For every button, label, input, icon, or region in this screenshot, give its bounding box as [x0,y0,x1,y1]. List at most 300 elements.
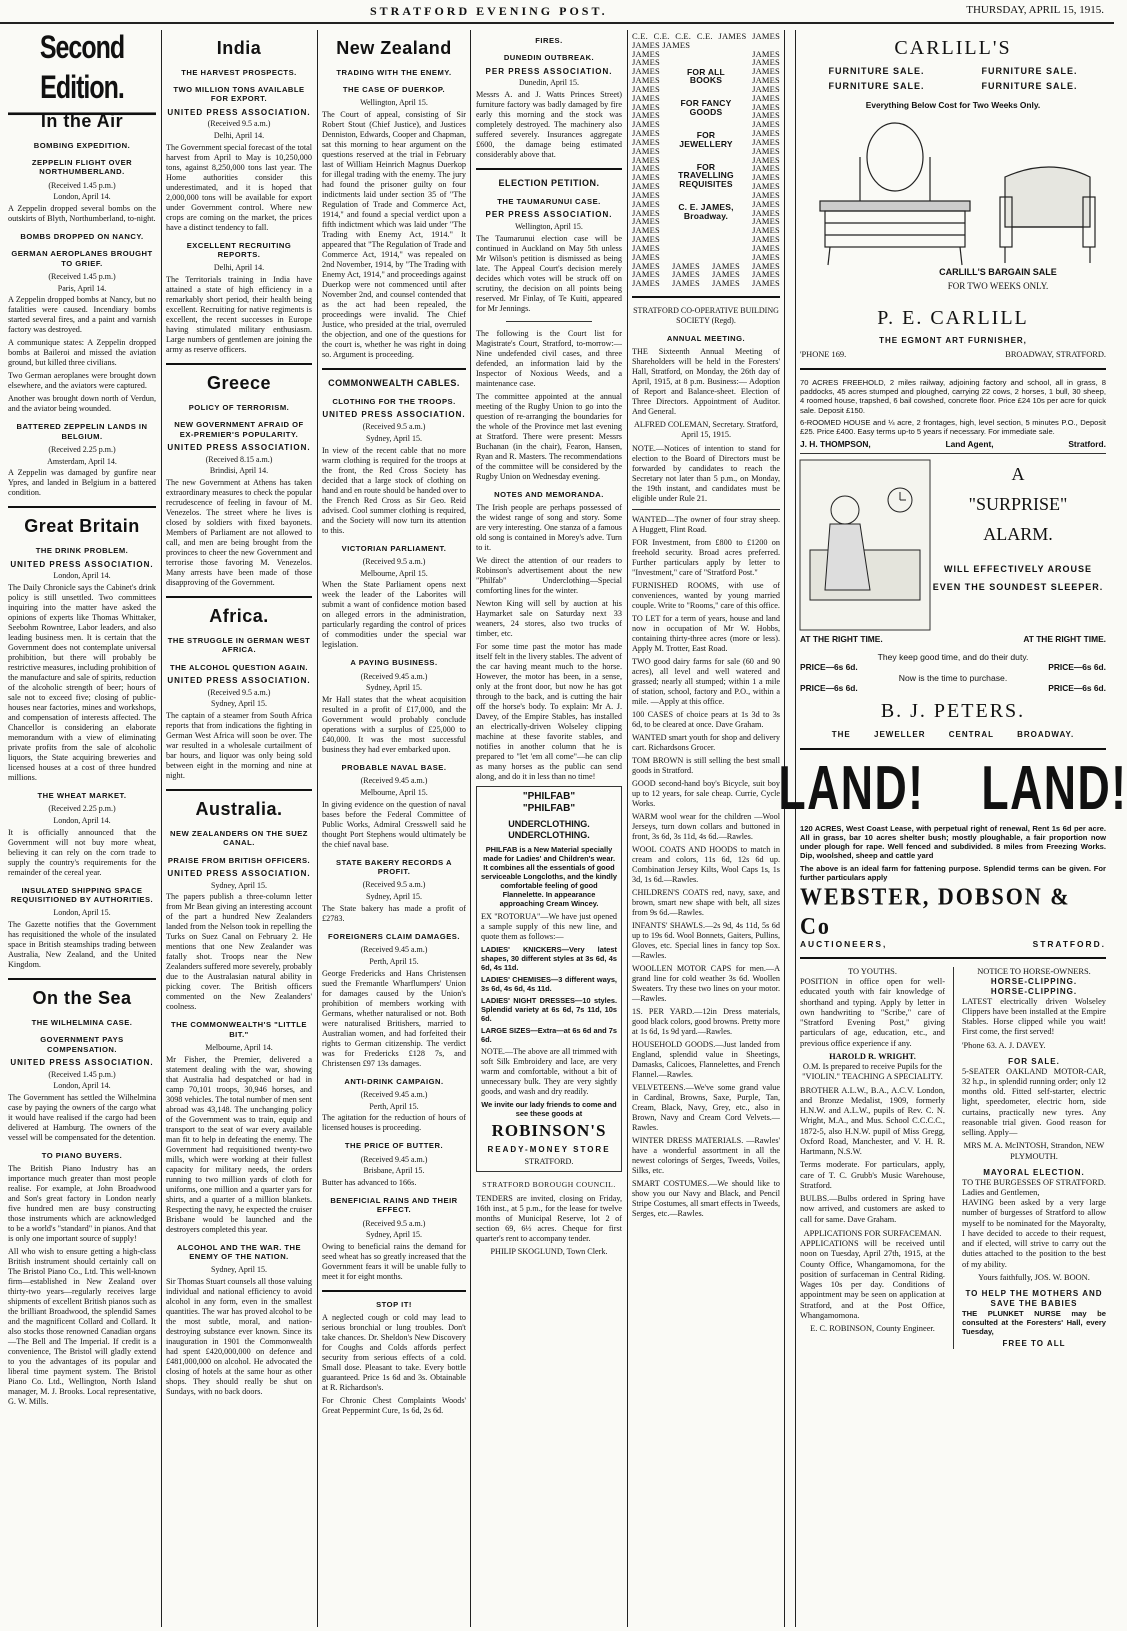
received-line: (Received 9.5 a.m.) [362,880,426,890]
classified-ad: BROTHER A.L.W., B.A., A.C.V. London, and Bronze Medalist, 1909, formerly H.N.W. and A.L.W., pupils of Rev. C. N. Wright, M.A., and Mus. School C.C.C.C., 1872-5, also H.N.W. pupil of Miss Gregg, Oxford Road, Manchester, and V. H. R. Hartmann, N.S.W. [800,1085,945,1157]
price-row [800,683,1106,693]
james-word: JAMES [752,181,780,192]
received-line: (Received 2.25 p.m.) [48,804,116,814]
ad-text: THE EGMONT ART FURNISHER, [879,335,1027,345]
james-word: JAMES [632,189,660,200]
price-label: PRICE—6s 6d. [1048,662,1106,673]
article-text: The Court of appeal, consisting of Sir Robert Stout (Chief Justice), and Justices Denniston, Edwards, Cooper and Chapman, sat this morning to hear argument on the questions reserved at the trial in February last of William Heinrich Magnus Duerkop for illegal trading with the enemy. The jury had found the prisoner guilty on four indictments laid under section 35 of "The Regulation of Trade and Commerce Act, 1914," and found a special verdict upon a fifth indictment which was laid under "The Trading with Enemy Act, 1914." It appeared that "The Regulation of Trade and Commerce Act, 1914," was repealed on 2nd November, 1914, by "The Trading with Enemy Act, 1914," and proceedings against Duerkop were not commenced until after November 2nd, and counsel contended that as the act had been repealed, the proceedings were invalid. The Chief Justice, who presided at the trial, overruled the objection, and one of the questions for the court is, whether he was right in doing so. Argument is proceeding. [322,110,466,360]
dateline: Perth, April 15. [369,1101,419,1111]
james-word: JAMES [752,242,780,253]
james-word: JAMES [632,234,660,245]
dateline: Sydney, April 15. [211,880,267,890]
james-word: JAMES [672,278,700,289]
article-text: In view of the recent cable that no more warm clothing is required for the troops at the front, the Red Cross Society has decided that a large stock of clothing on hand and en route should be handed over to the French Red Cross as Sir Geo. Reid advised. Cool summer clothing is required, and the Society will now turn its attention to this. [322,445,466,535]
land-ad-text: The above is an ideal farm for fattening purpose. Splendid terms can be given. For further particulars apply [800,863,1106,882]
james-word: JAMES [752,75,780,86]
james-word: JAMES [752,234,780,245]
dateline: Wellington, April 15. [515,221,583,231]
article-text: We direct the attention of our readers to Robinson's advertisement about the new "Philfab" Underclothing—Special comforting lines for the winter. [476,555,622,595]
ad-text: AT THE RIGHT TIME. [800,633,883,644]
classified-ad: 5-SEATER OAKLAND MOTOR-CAR, 32 h.p., in splendid running order; only 12 months old. Fitted self-starter, electric light, speedometer, electric horn, side curtains, practically new tyres. Any reasonable trial given. Good reason for selling. Apply— [961,1066,1106,1138]
column-2 [166,32,312,1627]
classified-ad: INFANTS' SHAWLS.—2s 9d, 4s 11d, 5s 6d up to 19s 6d. Wool Bonnets, Gaiters, Pullins, Gloves, etc. Special lines in fancy top Sox.—Rawles. [632,920,780,960]
article-text: A Zeppelin dropped several bombs on the outskirts of Blyth, Northumberland, to-night. [8,204,156,224]
james-item: FOR ALL BOOKS [687,66,725,86]
dateline: Perth, April 15. [369,956,419,966]
dateline: Sydney, April 15. [366,683,422,693]
james-word: JAMES [632,207,660,218]
article-text: A communique states: A Zeppelin dropped bombs at Baileroi and missed the aviation ground, but killed three civilians. [8,338,156,368]
headline: THE PRICE OF BUTTER. [344,1141,444,1151]
article-text: Mr Fisher, the Premier, delivered a statement dealing with the war, showing that Australia had despatched or had in camp 70,101 troops, 30,946 horses, and 3098 vehicles. The total number of men sent abroad was 43,148. The unchanging policy of the Government was to train, equip and transport to the seat of war every available man fit to help in defeating the enemy. The Government had requisitioned twenty-two mills, which were working at their fullest capacity for military needs, the orders running to two million yards of cloth for uniforms, one million and a quarter yars for shirts, and a quarter of a million blankets. Respecting the navy, he expected the cruiser Brisbane would be launched and the destroyers completed this year. [166,1054,312,1234]
agency-line: UNITED PRESS ASSOCIATION. [10,1057,154,1067]
james-word: JAMES [632,66,660,77]
article-text: Two German aeroplanes were brought down elsewhere, and the aviators were captured. [8,371,156,391]
article-text: The Daily Chronicle says the Cabinet's drink policy is still unsettled. Two committees inquiring into the matter have asked the opinions of experts like Thomas Whittaker, Seebohm Rowntree, Labor leaders, and also leading business men. It is certain that the Government does not contemplate universal prohibition, but there will probably be restrictive measures, including prohibition of the manufacture and sale of spirits, reduction of the alcoholic strength of beer; hours of sale not to exceed five; closing of public-houses near factories, mines and workshops, and compensation of interests affected. The Chancellor is considering an elaborate memorandum with a view of eliminating private profits from the sale of alcoholic liquors, the State acquiring breweries and licensed houses at a cost of three hundred millions. [8,583,156,783]
section-divider [166,789,312,791]
classified-ad: VELVETEENS.—We've some grand value in Cardinal, Browns, Saxe, Purple, Tan, Cream, Black, Navy, Grey, etc., also in Brown, Navy and Cream Cord Velvets.—Rawles. [632,1082,780,1132]
received-line: (Received 9.45 a.m.) [360,1154,428,1164]
james-word: JAMES [632,172,660,183]
james-word: JAMES [632,92,660,103]
james-word: JAMES [752,57,780,68]
headline: BOMBING EXPEDITION. [33,140,131,150]
alarm-text [930,460,1106,630]
webster-dobson-name: WEBSTER, DOBSON & Co [800,882,1071,940]
received-line: (Received 1.45 p.m.) [48,180,116,190]
article-text: All who wish to ensure getting a high-class British instrument should certainly call on The Bristol Piano Co., Ltd. This well-known firm—established in New Zealand over thirty-two years—regularly receives large shipments of excellent British pianos such as the brilliant Broadwood, the splendid Sames and the magnificent Collard and Collard. It also stocks those renowned Canadian organs—The Bell and The Imperial. If credit is a convenience, The Bristol will gladly extend to you the advantages of its popular and liberal time payment system. The Bristol Piano Co. Ltd., Wellington, North Island manager, M. J. Brooks. Local representative, G. W. Mills. [8,1247,156,1407]
headline: VICTORIAN PARLIAMENT. [341,543,447,553]
received-line: (Received 9.45 a.m.) [360,671,428,681]
column-4 [476,32,622,1627]
james-word: JAMES [752,172,780,183]
headline: TWO MILLION TONS AVAILABLE FOR EXPORT. [173,85,305,104]
ad-text: A [1011,463,1025,484]
james-word: JAMES [632,260,660,271]
section-divider [476,168,622,170]
ad-text: LARGE SIZES—Extra—at 6s 6d and 7s 6d. [481,1025,617,1044]
notice-text: THE Sixteenth Annual Meeting of Shareholders will be held in the Foresters' Hall, Stratford, on Monday, the 26th day of April, 1915, at 8 p.m. Business:— Adoption of Report and Balance-sheet. Election of Three Directors. Appointment of Auditor. And General. [632,346,780,416]
james-word: JAMES [632,136,660,147]
ad-text: FURNITURE SALE. [828,66,925,77]
james-word: JAMES [752,163,780,174]
james-word: JAMES [632,57,660,68]
classified-ad: Terms moderate. For particulars, apply, care of T. C. Grubb's Music Warehouse, Stratford. [800,1160,945,1190]
dateline: Sydney, April 15. [211,1265,267,1275]
classified-ad: 1S. PER YARD.—12in Dress materials, good black colors, good browns. Pretty more at 1s 6d, 1s 9d yard.—Rawles. [632,1006,780,1036]
ad-heading: UNDERCLOTHING. [508,819,590,830]
section-divider [322,368,466,370]
james-word: JAMES [752,198,780,209]
dateline: London, April 14. [53,816,111,826]
salutation: Ladies and Gentlemen, [961,1187,1040,1197]
ad-text: NOTE.—The above are all trimmed with soft Silk Embroidery and lace, are very warm and comfortable, without a bit of unnecessary bulk. They are very sightly goods, and wash and dry readily. [481,1046,617,1096]
classified-ad: TO LET for a term of years, house and land now in occupation of Mr W. Hobbs, containing thirty-three acres (more or less). Apply M. Trotter, East Road. [632,613,780,653]
address: BROADWAY, STRATFORD. [1005,349,1106,359]
james-word: JAMES [712,269,740,280]
agent-town: Stratford. [1068,439,1106,450]
peters-name: B. J. PETERS. [880,700,1026,723]
dateline: Brindisi, April 14. [209,466,269,476]
furniture-sale-row [800,66,1106,77]
received-line: (Received 1.45 p.m.) [48,271,116,281]
james-word: JAMES [752,136,780,147]
headline: INSULATED SHIPPING SPACE REQUISITIONED BY AUTHORITIES. [10,885,154,905]
column-rule [795,30,796,1627]
ad-heading: NOTICE TO HORSE-OWNERS. [977,966,1091,976]
classified-ad: SMART COSTUMES.—We should like to show you our Navy and Black, and Pencil Stripe Costumes, all smart effects in Tweeds, Serges, etc.—Rawles. [632,1178,780,1218]
ad-text: PHILFAB is a New Material specially made for Ladies' and Children's wear. It combines all the essentials of good serviceable Longcloths, and the kindly comfortable feeling of good Flannelette. In appearance approaching Cream Wincey. [481,845,617,909]
headline: THE ALCOHOL QUESTION AGAIN. [169,662,309,672]
dateline: London, April 14. [53,571,111,581]
headline: NEW ZEALANDERS ON THE SUEZ CANAL. [170,829,308,848]
ad-subheading: HORSE-CLIPPING. [990,977,1078,987]
dateline: Amsterdam, April 14. [47,456,117,466]
furniture-illustration [800,117,1106,267]
headline: BATTERED ZEPPELIN LANDS IN BELGIUM. [16,422,148,441]
james-word: JAMES [752,66,780,77]
column-rule [784,30,785,1627]
headline: COMMONWEALTH CABLES. [328,378,460,389]
rule-divider [506,321,592,322]
armchair-icon [1005,167,1090,227]
bedroom-illustration [800,460,930,630]
headline: NEW GOVERNMENT AFRAID OF EX-PREMIER'S POPULARITY. [174,420,304,439]
headline: THE WILHELMINA CASE. [31,1018,133,1028]
dateline: Melbourne, April 15. [360,788,428,798]
article-text: For some time past the motor has made itself felt in the livery stables. The advent of the car having meant much to the horse. However, the motor has been, in a sense, only at the front door, but now he has got through to the back, and is cutting the hair off the horse's body. To explain: Mr A. J. Davey, of the Empire Stables, has installed an electrically-driven Wolseley clipping machine at these favorite stables, and notifies in another column that he is prepared to "let 'em all come"—he can clip as many horses as the public can send along, and do it in less than no time! [476,641,622,781]
headline: BENEFICIAL RAINS AND THEIR EFFECT. [330,1196,458,1215]
land-ad-text: 6-ROOMED HOUSE and ¼ acre, 2 frontages, high, level section, 5 minutes P.O., Deposit £25. Price £400. Easy terms up-to 5 years if necessary. For immediate sale. [800,417,1106,437]
headline: THE COMMONWEALTH'S "LITTLE BIT." [171,1020,307,1039]
masthead [0,0,1114,22]
classified-ad: BULBS.—Bulbs ordered in Spring have now arrived, and customers are asked to call for same. Dave Graham. [800,1194,945,1224]
agent-row [800,439,1106,453]
price-label: PRICE—6s 6d. [800,683,858,694]
james-word: JAMES [632,242,660,253]
headline: THE TAUMARUNUI CASE. [497,196,601,206]
received-line: (Received 9.45 a.m.) [360,945,428,955]
james-word: JAMES [752,260,780,271]
james-word: JAMES [632,198,660,209]
ad-text: FURNITURE SALE. [981,81,1078,92]
furniture-sale-row [800,81,1106,92]
received-line: (Received 9.5 a.m.) [362,556,426,566]
james-word: JAMES [632,83,660,94]
james-word: JAMES [632,101,660,112]
masthead-rule [0,22,1114,24]
article-text: A neglected cough or cold may lead to serious bronchial or lung troubles. Don't take chances. Dr. Sheldon's New Discovery for Coughs and Colds affords perfect security from serious effects of a cold. Small dose. Pleasant to take. Every bottle guaranteed. Price 1s 6d and 3s. Obtainable at R. Richardson's. [322,1313,466,1393]
received-line: (Received 1.45 p.m.) [48,1069,116,1079]
headline: A PAYING BUSINESS. [350,658,438,668]
section-greece: Greece [206,373,272,394]
classified-ad: WOOL COATS AND HOODS to match in cream and colors, 11s 6d, 12s 6d up. Combination Jersey Kilts, Wool Caps 1s, 1s 3d, 1s 6d.—Rawles. [632,844,780,884]
teacher-name: HAROLD R. WRIGHT. [829,1051,916,1061]
ad-subheading: HORSE-CLIPPING. [990,986,1078,996]
james-word: JAMES [632,216,660,227]
column-rule [317,30,318,1627]
agency-line: UNITED PRESS ASSOCIATION. [167,442,311,452]
section-india: India [216,38,262,58]
price-row [800,662,1106,672]
james-word: JAMES [632,154,660,165]
ad-subheading: TO THE BURGESSES OF STRATFORD. [962,1177,1106,1187]
land-ad-text: 120 ACRES, West Coast Lease, with perpetual right of renewal, Rent 1s 6d per acre. All in grass, bar 10 acres shelter bush; mostly ploughable, a fair proportion now under plough for rape. Well fenced and subdivided. 8 miles from Freezing Works. Dip, woolshed, sheep and cattle yard [800,823,1106,861]
dateline: Sydney, April 15. [366,433,422,443]
classified-ad: O.M. Is prepared to receive Pupils for the "VIOLIN." TEACHING A SPECIALITY. [802,1062,943,1082]
ad-text: Now is the time to purchase. [898,672,1008,683]
classified-ad: FURNISHED ROOMS, with use of conveniences, wanted by young married couple. Write to "Rooms," care of this office. [632,580,780,610]
ad-text: FOR TWO WEEKS ONLY. [947,280,1049,291]
ad-text: LADIES' KNICKERS—Very latest shapes, 30 different styles at 3s 6d, 4s 6d, 4s 11d. [481,944,617,972]
mirror-icon [867,123,923,191]
classified-ad: TWO good dairy farms for sale (60 and 90 acres), all level and well watered and grassed; nearly all stumped; within 1 a mile of station, school, factory and P.O., within a mile. —Apply at this office. [632,656,780,706]
dateline: Wellington, April 15. [360,98,428,108]
ad-text: AT THE RIGHT TIME. [1023,633,1106,644]
james-word: JAMES [632,225,660,236]
ad-heading: MAYORAL ELECTION. [983,1167,1085,1177]
article-text: Sir Thomas Stuart counsels all those valuing individual and national efficiency to avoid alcohol in any form, even in the smallest quantities. The war has proved alcohol to be the most subtle, moral, and nation-destroying substance ever known. Since its inauguration in 1901 the Commonwealth had spent £420,000,000 on defence and £481,000,000 on alcohol. He advocated the closing of hotels at the same hour as other shops. They should really be shut on Sundays, with no back doors. [166,1276,312,1396]
ad-text: AUCTIONEERS, [800,938,888,949]
ad-heading: "PHILFAB" [522,790,576,802]
headline: THE DRINK PROBLEM. [35,546,129,556]
james-word: JAMES [632,251,660,262]
article-text: Owing to beneficial rains the demand for seed wheat has so greatly increased that the Government fears it will be unable fully to meet it for eight months. [322,1242,466,1282]
section-divider [166,363,312,365]
rule-divider [632,509,780,510]
headline: CLOTHING FOR THE TROOPS. [332,397,456,407]
classified-ad: 100 CASES of choice pears at 1s 3d to 3s 6d, to be cleared at once. Dave Graham. [632,709,780,729]
section-divider [8,978,156,980]
section-in-the-air: In the Air [40,111,124,131]
james-word: JAMES [752,225,780,236]
james-word: JAMES [752,128,780,139]
article-text: For Chronic Chest Complaints Woods' Great Peppermint Cure, 1s 6d, 2s 6d. [322,1396,466,1416]
column-5 [632,32,780,1627]
headline: TRADING WITH THE ENEMY. [336,67,452,77]
article-text: The Irish people are perhaps possessed of the widest range of song and story. Some are very interesting. One stanza of a famous old song is contained in Morey's adve. Turn to it. [476,502,622,552]
article-text: When the State Parliament opens next week the leader of the Laborites will submit a want of confidence motion based on alleged errors in the administration, particularly regarding the control of prices of commodities under the special war legislation. [322,580,466,650]
james-word: JAMES [752,189,780,200]
headline: ZEPPELIN FLIGHT OVER NORTHUMBERLAND. [31,158,133,177]
agent-title: Land Agent, [945,439,994,450]
classified-ad: POSITION in office open for well-educated youth with fair knowledge of shorthand and typing. Apply by letter in own handwriting to "Scribe," care of "Stratford Evening Post," giving particulars of age, education, etc., and previous office experience if any. [800,977,945,1048]
received-line: (Received 9.45 a.m.) [360,776,428,786]
received-line: (Received 9.5 a.m.) [207,119,271,129]
dateline: Brisbane, April 15. [363,1166,425,1176]
carlills-title: CARLILL'S [894,37,1012,59]
headline: PROBABLE NAVAL BASE. [341,763,447,773]
column-rule [470,30,471,1627]
article-text: Messrs A. and J. Watts Princes Street) furniture factory was badly damaged by fire early this morning and the stock was completely destroyed. The machinery also suffered severely. Insurances aggregate £600, the damage being estimated considerably above that. [476,90,622,159]
james-right-column [740,50,780,262]
james-row [632,279,780,288]
ad-heading: FREE TO ALL [1002,1339,1066,1349]
column-1 [8,29,157,1627]
james-word: JAMES [632,119,660,130]
headline: STATE BAKERY RECORDS A PROFIT. [336,857,452,877]
headline: THE CASE OF DUERKOP. [342,85,446,95]
column-rule [161,30,162,1627]
column-3 [322,32,466,1627]
james-word: JAMES [752,110,780,121]
section-divider [800,368,1106,370]
notice-text: NOTE.—Notices of intention to stand for election to the Board of Directors must be forwarded by candidates to reach the Secretary not later than 5 p.m., on Monday, the 19th instant, and candidates must be eligible under Rule 21. [632,443,780,503]
ad-text: FURNITURE SALE. [981,66,1078,77]
agency-line: UNITED PRESS ASSOCIATION. [167,107,311,117]
article-text: Newton King will sell by auction at his Haymarket sale on Saturday next 33 weaners, 24 stores, also two trucks of timber, etc. [476,598,622,638]
ad-subheading: READY-MONEY STORE [487,1144,611,1154]
james-footer [632,262,780,288]
classified-ad: LATEST electrically driven Wolseley Clippers have been installed at the Empire Stables. Horse clipped while you wait! First come, the first served! [961,996,1106,1037]
section-divider [800,748,1106,750]
dateline: Sydney, April 15. [211,699,267,709]
james-word: JAMES [752,145,780,156]
article-text: The Taumarunui election case will be continued in Auckland on May 5th unless Mr Wilson's petition is dismissed as being late. The Appeal Court's decision merely decides which votes will be struck off on scrutiny, the decision on all points being reserved. Mr Finlay, of Te Kuiti, appeared for Mr Jennings. [476,233,622,313]
james-item: FOR TRAVELLING REQUISITES [678,161,734,190]
headline: PRAISE FROM BRITISH OFFICERS. [167,855,311,865]
dateline: London, April 14. [53,192,111,202]
ad-text: EX "ROTORUA"—We have just opened a sample supply of this new line, and quote them as follows:— [481,911,617,941]
james-word: JAMES [752,83,780,94]
ad-text: THE JEWELLER CENTRAL BROADWAY. [831,729,1075,739]
headline: GOVERNMENT PAYS COMPENSATION. [40,1035,124,1054]
signature: 'Phone 63. A. J. DAVEY. [961,1040,1046,1050]
ad-text: CARLILL'S BARGAIN SALE [939,266,1057,277]
dateline: Dunedin, April 15. [519,78,579,88]
newspaper-name: STRATFORD EVENING POST. [370,4,608,18]
section-on-the-sea: On the Sea [32,988,132,1009]
signature: ALFRED COLEMAN, Secretary. Stratford, April 15, 1915. [633,419,779,439]
section-great-britain: Great Britain [24,516,140,537]
classified-ad: HAVING been asked by a very large number of burgesses of Stratford to allow myself to be nominated for the Mayoralty, I have decided to accede to their request, and if elected, will strive to carry out the duties attached to the position to the best of my ability. [961,1198,1106,1269]
agent-name: J. H. THOMPSON, [800,439,871,450]
james-word: JAMES [632,181,660,192]
article-text: The captain of a steamer from South Africa reports that from indications the fighting in German West Africa will soon be over. The war resulted in a wholesale curtailment of bar hours, and liquor was only being sold between eight in the morning and nine at night. [166,711,312,781]
section-divider [166,596,312,598]
headline: GERMAN AEROPLANES BROUGHT TO GRIEF. [11,249,153,268]
headline: FOREIGNERS CLAIM DAMAGES. [328,931,460,941]
ad-heading: "SURPRISE" [968,493,1068,514]
section-divider [800,957,1106,959]
dateline: Sydney, April 15. [366,1230,422,1240]
received-line: (Received 8.15 a.m.) [205,454,273,464]
james-word: JAMES [752,92,780,103]
article-text: The Gazette notifies that the Government has requisitioned the whole of the insulated space in British steamships trading between Australia, New Zealand, and the United Kingdom. [8,920,156,970]
bottom-right-ads [962,967,1106,1349]
james-word: JAMES [752,154,780,165]
ad-text: STRATFORD. [1032,938,1106,949]
agency-line: UNITED PRESS ASSOCIATION. [322,410,466,420]
agency-line: PER PRESS ASSOCIATION. [485,210,613,220]
bottom-ads [800,967,1106,1349]
received-line: (Received 2.25 p.m.) [48,444,116,454]
james-word: JAMES [752,119,780,130]
james-word: JAMES [632,269,660,280]
dateline: Delhi, April 14. [213,131,265,141]
article-text: In giving evidence on the question of naval bases before the Federal Committee of Public Works, Admiral Cresswell said he thought Port Stephens would ultimately be the chief naval base. [322,799,466,849]
signature: Yours faithfully, JOS. W. BOON. [978,1272,1090,1282]
ad-heading: STRATFORD CO-OPERATIVE BUILDING SOCIETY (Regd). [633,306,779,325]
headline: NOTES AND MEMORANDA. [494,489,604,499]
article-text: A Zeppelin dropped bombs at Nancy, but no fatalities were caused. Incendiary bombs started several fires, and a paint and varnish factory was destroyed. [8,295,156,335]
james-word: JAMES [632,278,660,289]
james-centre [672,50,740,262]
classified-ad: GOOD second-hand boy's Bicycle, suit boy up to 12 years, for sale cheap. Currie, Cycle Works. [632,778,780,808]
james-word: JAMES [712,260,740,271]
article-text: George Fredericks and Hans Christensen sued the Fremantle Wharflumpers' Union for damages caused by the Union's prohibition of members working with Germans, whether naturalised or not. Both were naturalised Britishers, married to Australian women, and had forfeited their rights to German citizenship. The verdict was for Fredericks £128 7s, and Christensen £97 13s damages. [322,968,466,1068]
ad-heading: FOR SALE. [1008,1056,1060,1066]
ad-heading: TO HELP THE MOTHERS AND SAVE THE BABIES [965,1289,1103,1308]
contact-row [800,350,1106,360]
headline: ANTI-DRINK CAMPAIGN. [344,1076,444,1086]
james-word: JAMES [752,216,780,227]
ad-text: Everything Below Cost for Two Weeks Only. [865,100,1041,111]
headline: STOP IT! [376,1300,412,1310]
classified-ad: APPLICATIONS will be received until noon on Tuesday, April 27th, 1915, at the County Office, Whangamomona, for the position of surfaceman in Central Riding. Wages 10s per day. Conditions of appointment may be seen on application at Stratford, and at the Post Office, Whangamomona. [800,1239,945,1320]
james-word: JAMES [632,128,660,139]
article-text: The Government special forecast of the total harvest from April to May is 10,250,000 tons, against 8,250,000 tons last year. The Home authorities consider this underestimated, and it is hoped that 2,000,000 tons will be available for export under Government control. Where new crops are coming on the market, the prices have a distinct tendency to fall. [166,142,312,232]
section-africa: Africa. [209,606,269,627]
dateline: Delhi, April 14. [213,263,265,273]
column-6 [778,32,1127,1627]
james-word: JAMES [712,278,740,289]
headline: ALCOHOL AND THE WAR. THE ENEMY OF THE NATION. [176,1242,302,1261]
section-new-zealand: New Zealand [336,38,452,58]
ad-heading: ALARM. [983,523,1053,544]
headline: EXCELLENT RECRUITING REPORTS. [186,240,292,260]
article-text: The British Piano Industry has an importance much greater than most people realise. For example, at John Broadwood and Son's great factory in London nearly five hundred men are busy constructing those instruments which are acknowledged to be a world's "standard" in pianos. And that is only one important source of supply! [8,1164,157,1244]
article-text: The agitation for the reduction of hours of licensed houses is proceeding. [322,1113,466,1133]
ad-heading: APPLICATIONS FOR SURFACEMAN. [803,1228,942,1238]
classified-ad: CHILDREN'S COATS red, navy, saxe, and brown, smart new shape with belt, all sizes from 9s 6d.—Rawles. [632,887,780,917]
agency-line: UNITED PRESS ASSOCIATION. [167,868,311,878]
phone-number: 'PHONE 169. [800,349,847,359]
classified-ad: WOOLLEN MOTOR CAPS for men.—A grand line for cold weather 3s 6d. Woollen Sweaters. Try these two lines on your motor.—Rawles. [632,963,780,1003]
ad-heading: UNDERCLOTHING. [508,830,590,841]
james-word: JAMES [752,101,780,112]
headline: TO PIANO BUYERS. [41,1151,123,1161]
headline: STRATFORD BOROUGH COUNCIL. [482,1180,616,1190]
philfab-advertisement [476,786,622,1172]
article-text: The papers publish a three-column letter from Mr Bean giving an interesting account of the part a hundred New Zealanders landed from the Nelson took in repelling the Turks on Suez Canal on February 2. He mentions that one New Zealander was fatally shot. Troops near the New Zealanders suffered more severely, probably due to the Australasian natural ability in picking cover. The British officers commented on the New Zealanders' coolness. [166,892,312,1012]
james-block [632,50,780,262]
edition-title: Second Edition. [8,28,156,115]
james-word: JAMES [752,278,780,289]
article-text: Another was brought down north of Verdun, and the aviator being wounded. [8,394,156,414]
headline: FIRES. [535,36,563,45]
classified-ad: THE PLUNKET NURSE may be consulted at the Foresters' Hall, every Tuesday, [961,1308,1106,1337]
james-word: JAMES [632,163,660,174]
land-heading: LAND! [778,753,925,823]
section-divider [632,296,780,298]
article-text: Mr Hall states that the wheat acquisition resulted in a profit of £17,000, and the Government would probably conclude operations with a surplus of £25,000 to £40,000. It was the most successful business they had ever embarked upon. [322,695,466,755]
agency-line: UNITED PRESS ASSOCIATION. [10,559,154,569]
signature: E. C. ROBINSON, County Engineer. [810,1324,935,1334]
dateline: London, April 15. [53,908,111,918]
carlill-name: P. E. CARLILL [877,306,1029,329]
received-line: (Received 9.45 a.m.) [360,1089,428,1099]
column-rule [627,30,628,1627]
ad-text: WILL EFFECTIVELY AROUSE EVEN THE SOUNDEST SLEEPER. [932,563,1104,592]
article-text: TENDERS are invited, closing on Friday, 16th inst., at 5 p.m., for the lease for twelve months of Municipal Reserve, lot 2 of section 69, 6½ acres. Cheque for first quarter's rent to accompany tender. [476,1193,622,1243]
james-word: JAMES [632,110,660,121]
alarm-advertisement [800,460,1106,630]
article-text: The following is the Court list for Magistrate's Court, Stratford, to-morrow:—Nine undefended civil cases, and three defended, an information laid by the Inspector of Noxious Weeds, and a maintenance case. [476,328,622,388]
james-word: JAMES [632,75,660,86]
headline: THE WHEAT MARKET. [37,791,127,801]
dateline: Sydney, April 15. [366,892,422,902]
